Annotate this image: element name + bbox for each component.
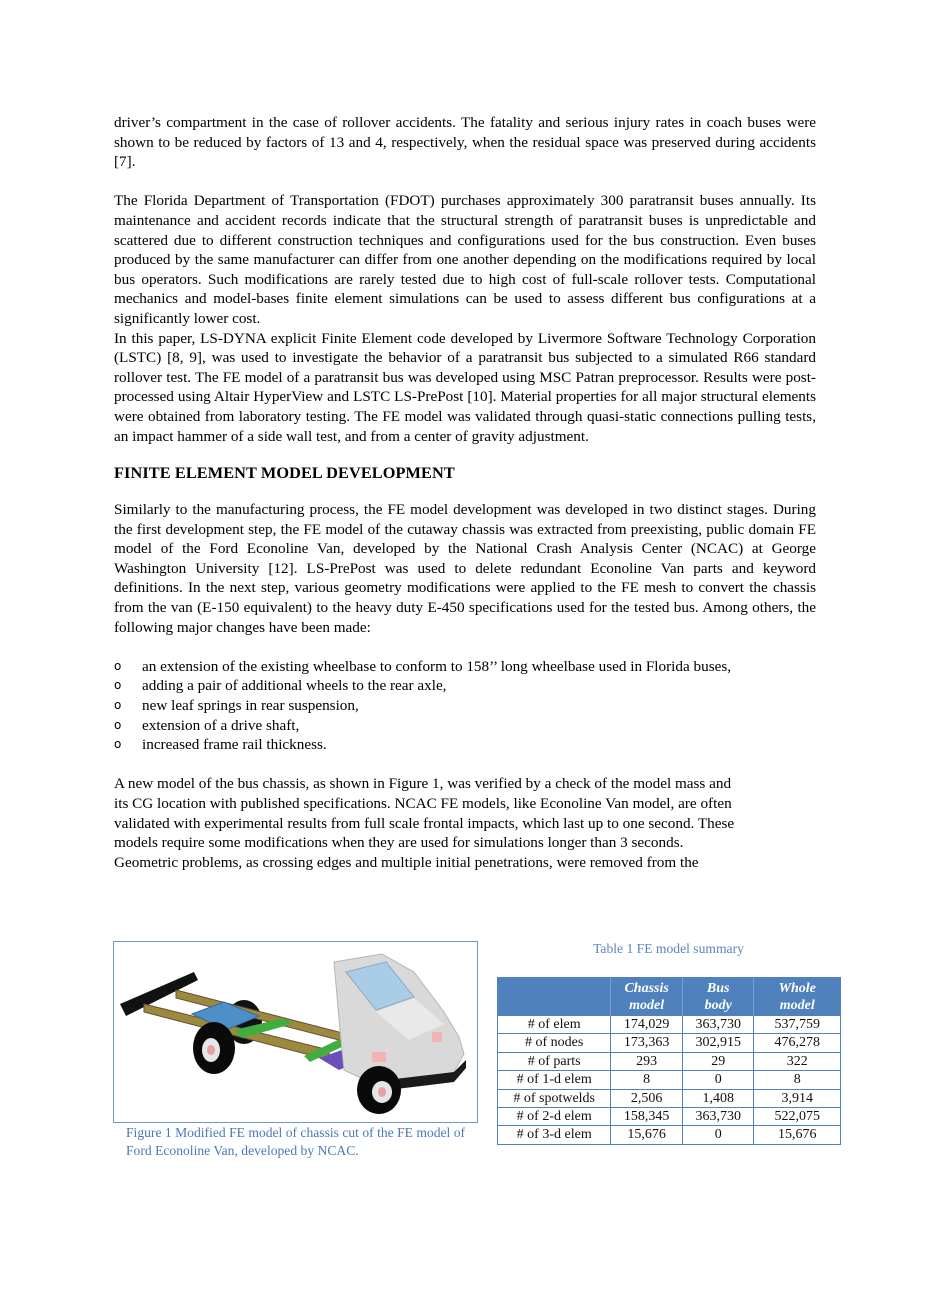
value-cell: 363,730	[682, 1016, 754, 1034]
value-cell: 158,345	[611, 1108, 683, 1126]
value-cell: 3,914	[754, 1089, 841, 1107]
value-cell: 363,730	[682, 1108, 754, 1126]
fe-model-summary-table	[497, 977, 841, 1145]
value-cell: 173,363	[611, 1034, 683, 1052]
row-label-cell: # of nodes	[498, 1034, 611, 1052]
value-cell: 15,676	[754, 1126, 841, 1144]
row-label-cell: # of 2-d elem	[498, 1108, 611, 1126]
bullet-circle-icon: o	[114, 698, 122, 713]
bullet-circle-icon: o	[114, 658, 122, 673]
value-cell: 0	[682, 1071, 754, 1089]
row-label-cell: # of elem	[498, 1016, 611, 1034]
value-cell: 29	[682, 1052, 754, 1070]
paragraph-ls-dyna: In this paper, LS-DYNA explicit Finite Element code developed by Livermore Software Technology Corporation (LSTC) [8, 9], was used to investigate the behavior of a paratransit bus subjected to a simulated R66 standard rollover test. The FE model of a paratransit bus was developed using MSC Patran preprocessor. Results were post-processed using Altair HyperView and LSTC LS-PrePost [10]. Material properties for all major structural elements were obtained from laboratory testing. The FE model was validated through quasi-static connections pulling tests, an impact hammer of a side wall test, and from a center of gravity adjustment.	[114, 329, 816, 445]
value-cell: 322	[754, 1052, 841, 1070]
bullet-circle-icon: o	[114, 737, 122, 752]
value-cell: 302,915	[682, 1034, 754, 1052]
header-bus-body: Bus body	[682, 978, 754, 1016]
table-row	[498, 1052, 841, 1070]
value-cell: 8	[611, 1071, 683, 1089]
page-body	[114, 113, 816, 872]
paragraph-fdot: The Florida Department of Transportation (FDOT) purchases approximately 300 paratransit buses annually. Its maintenance and accident records indicate that the structural strength of paratransit buses is unpredictable and scattered due to different construction techniques and configurations used for the bus construction. Even buses produced by the same manufacturer can differ from one another depending on the modifications required by local bus operators. Such modifications are rarely tested due to high cost of full-scale rollover tests. Computational mechanics and model-bases finite element simulations can be used to assess different bus configurations at a significantly lower cost.	[114, 192, 816, 327]
bullet-circle-icon: o	[114, 678, 122, 693]
value-cell: 537,759	[754, 1016, 841, 1034]
figure-1-caption: Figure 1 Modified FE model of chassis cut of the FE model of Ford Econoline Van, developed by NCAC.	[126, 1125, 466, 1158]
value-cell: 476,278	[754, 1034, 841, 1052]
table-1-caption: Table 1 FE model summary	[593, 941, 744, 956]
header-whole-model: Whole model	[754, 978, 841, 1016]
table-row	[498, 1126, 841, 1144]
chassis-model-illustration	[114, 942, 477, 1122]
header-chassis-model: Chassis model	[611, 978, 683, 1016]
list-item: o increased frame rail thickness.	[114, 736, 327, 754]
list-item: o extension of a drive shaft,	[114, 716, 300, 734]
row-label-cell: # of 3-d elem	[498, 1126, 611, 1144]
value-cell: 2,506	[611, 1089, 683, 1107]
changes-list	[114, 657, 816, 755]
row-label-cell: # of spotwelds	[498, 1089, 611, 1107]
value-cell: 0	[682, 1126, 754, 1144]
headlight-left	[372, 1052, 386, 1062]
paragraph-fe-development: Similarly to the manufacturing process, the FE model development was developed in two distinct stages. During the first development step, the FE model of the cutaway chassis was extracted from preexisting, public domain FE model of the Ford Econoline Van, developed by the National Crash Analysis Center (NCAC) at George Washington University [12]. LS-PrePost was used to delete redundant Econoline Van parts and keyword definitions. In the next step, various geometry modifications were applied to the FE mesh to convert the chassis from the van (E-150 equivalent) to the heavy duty E-450 specifications used for the tested bus. Among others, the following major changes have been made:	[114, 501, 816, 636]
paragraph-chassis-verification: A new model of the bus chassis, as shown in Figure 1, was verified by a check of the model mass and its CG location with published specifications. NCAC FE models, like Econoline Van model, are often validated with experimental results from full scale frontal impacts, which last up to one second. These models require some modifications when they are used for simulations longer than 3 seconds. Geometric problems, as crossing edges and multiple initial penetrations, were removed from the	[114, 775, 735, 871]
list-item: o adding a pair of additional wheels to the rear axle,	[114, 677, 447, 695]
headlight-right	[432, 1032, 442, 1042]
row-label-cell: # of parts	[498, 1052, 611, 1070]
value-cell: 174,029	[611, 1016, 683, 1034]
list-item: o an extension of the existing wheelbase to conform to 158’’ long wheelbase used in Florida buses,	[114, 657, 732, 675]
table-row	[498, 1016, 841, 1034]
figure-1-chassis-image	[113, 941, 478, 1123]
row-label-cell: # of 1-d elem	[498, 1071, 611, 1089]
list-item: o new leaf springs in rear suspension,	[114, 697, 359, 715]
section-heading: FINITE ELEMENT MODEL DEVELOPMENT	[114, 463, 455, 483]
paragraph-rollover-intro: driver’s compartment in the case of rollover accidents. The fatality and serious injury rates in coach buses were shown to be reduced by factors of 13 and 4, respectively, when the residual space was preserved during accidents [7].	[114, 114, 816, 171]
table-row	[498, 1034, 841, 1052]
table-row	[498, 1071, 841, 1089]
table-header-row	[498, 978, 841, 1016]
value-cell: 1,408	[682, 1089, 754, 1107]
bullet-circle-icon: o	[114, 717, 122, 732]
table-row	[498, 1089, 841, 1107]
header-cell-blank	[498, 978, 611, 1016]
value-cell: 8	[754, 1071, 841, 1089]
value-cell: 293	[611, 1052, 683, 1070]
value-cell: 522,075	[754, 1108, 841, 1126]
table-row	[498, 1108, 841, 1126]
value-cell: 15,676	[611, 1126, 683, 1144]
